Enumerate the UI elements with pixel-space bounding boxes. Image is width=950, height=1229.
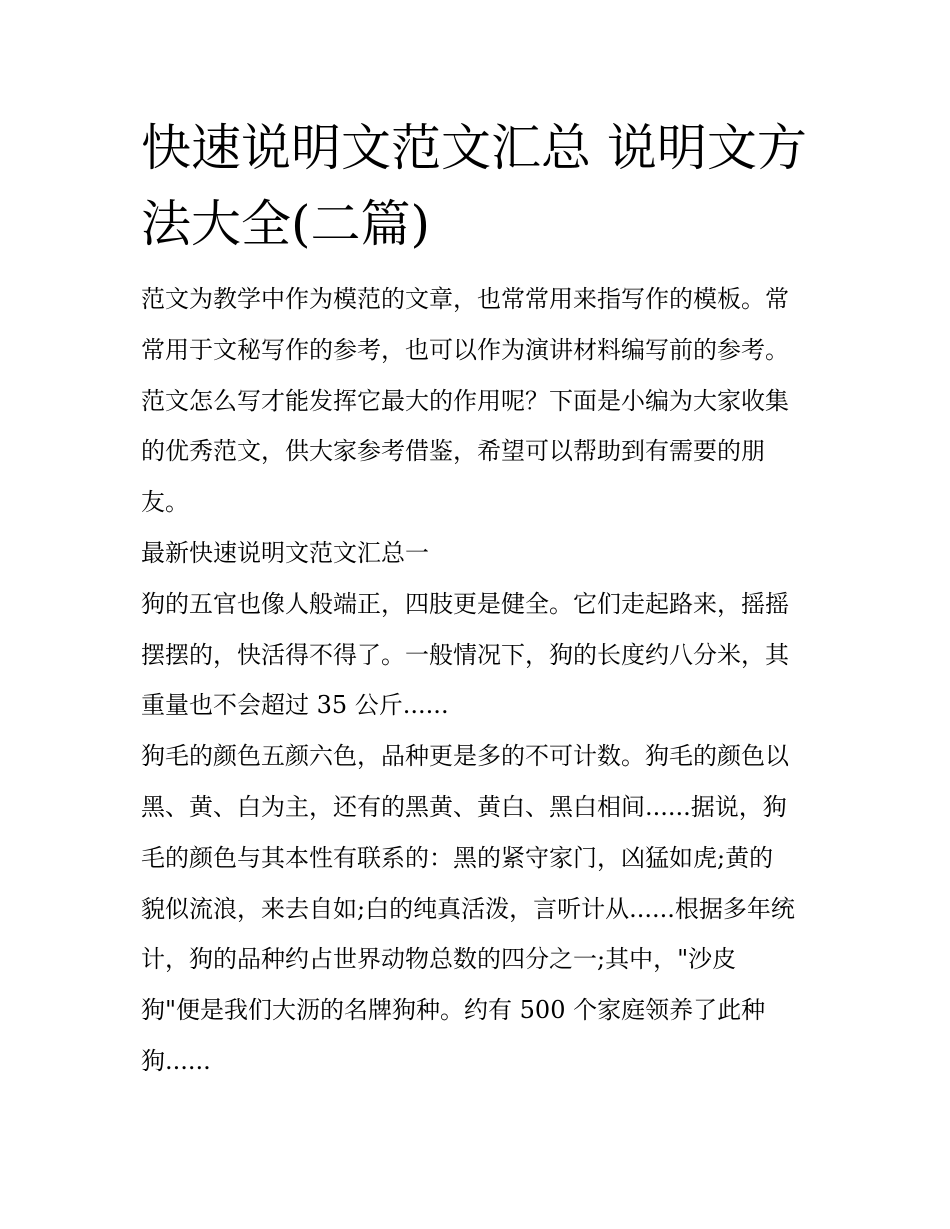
paragraph-line: 重量也不会超过 35 公斤...... [141, 691, 449, 720]
body-paragraph [141, 579, 813, 731]
paragraph-line: 常用于文秘写作的参考，也可以作为演讲材料编写前的参考。 [141, 335, 789, 364]
paragraph-line: 友。 [141, 488, 189, 517]
paragraph-line: 范文为教学中作为模范的文章，也常常用来指写作的模板。常 [141, 285, 789, 313]
section-heading [141, 528, 813, 579]
document-title [141, 110, 813, 262]
document-content [141, 110, 813, 1087]
title-line: 快速说明文范文汇总 说明文方 [141, 119, 807, 177]
paragraph-line: 狗"便是我们大沥的名牌狗种。约有 500 个家庭领养了此种 [141, 996, 766, 1025]
paragraph-line: 狗毛的颜色五颜六色，品种更是多的不可计数。狗毛的颜色以 [141, 742, 789, 771]
paragraph-line: 狗的五官也像人般端正，四肢更是健全。它们走起路来，摇摇 [141, 589, 789, 618]
paragraph-line: 的优秀范文，供大家参考借鉴，希望可以帮助到有需要的朋 [141, 437, 765, 466]
body-paragraph [141, 731, 813, 1087]
paragraph-line: 最新快速说明文范文汇总一 [141, 538, 429, 567]
paragraph-line: 貌似流浪，来去自如;白的纯真活泼，言听计从......根据多年统 [141, 894, 795, 923]
paragraph-line: 黑、黄、白为主，还有的黑黄、黄白、黑白相间......据说，狗 [141, 792, 787, 821]
paragraph-line: 狗...... [141, 1046, 211, 1075]
paragraph-line: 范文怎么写才能发挥它最大的作用呢？下面是小编为大家收集 [141, 386, 789, 415]
title-line: 法大全(二篇) [141, 195, 431, 253]
paragraph-line: 毛的颜色与其本性有联系的：黑的紧守家门，凶猛如虎;黄的 [141, 843, 774, 872]
paragraph-line: 计，狗的品种约占世界动物总数的四分之一;其中，"沙皮 [141, 945, 737, 974]
intro-paragraph [141, 274, 813, 528]
paragraph-line: 摆摆的，快活得不得了。一般情况下，狗的长度约八分米，其 [141, 640, 789, 669]
